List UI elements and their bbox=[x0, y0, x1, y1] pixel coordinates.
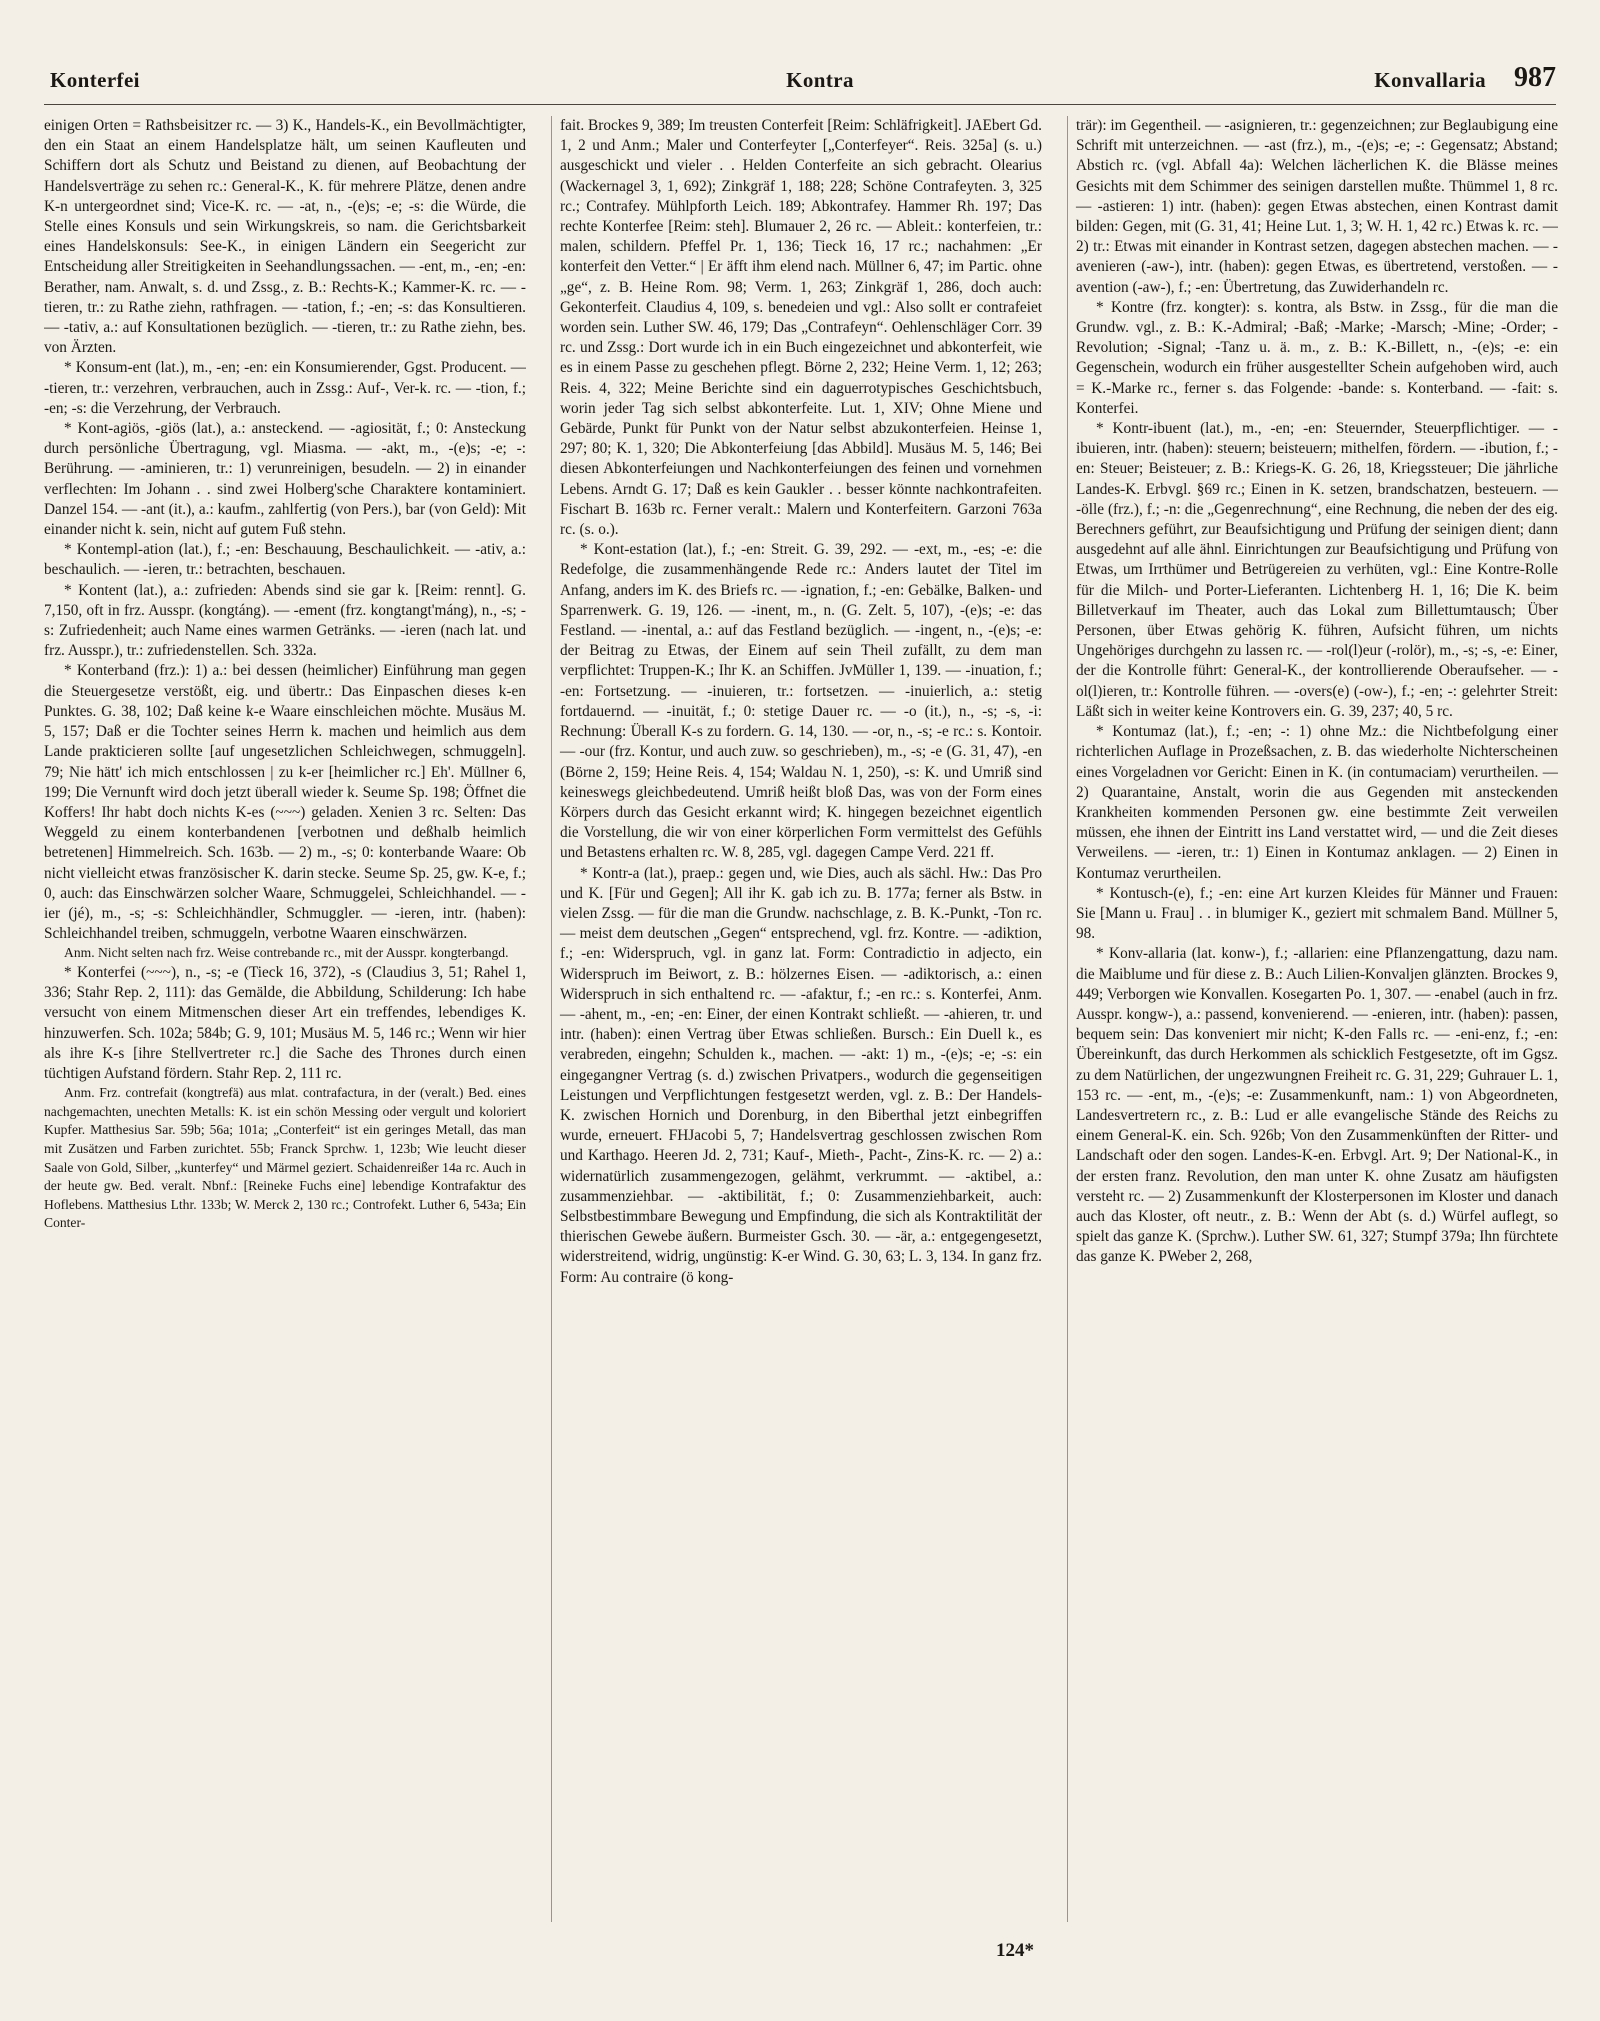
column-middle bbox=[551, 116, 1042, 1922]
entry-paragraph: * Kontre (frz. kongter): s. kontra, als Bstw. in Zssg., für die man die Grundw. vgl., z. B.: K.-Admiral; -Baß; -Marke; -Marsch; -Mine; -Order; -Revolution; -Signal; -Tanz u. ä. m., z. B.: K.-Billett, n., -(e)s; -e: ein Gegenschein, wodurch ein früher ausgestellter Schein aufgehoben wird, auch = K.-Marke rc., ferner s. das Folgende: -bande: s. Konterband. — -fait: s. Konterfei. bbox=[1076, 298, 1558, 417]
header-last-headword: Konvallaria bbox=[1374, 68, 1486, 92]
entry-paragraph: trär): im Gegentheil. — -asignieren, tr.: gegenzeichnen; zur Beglaubigung eine Schrift mit unterzeichnen. — -ast (frz.), m., -(e)s; -e; -: Gegensatz; Abstand; Abstich rc. (vgl. Abfall 4a): Welchen lächerlichen K. die Blässe meines Gesichts mit dem Schimmer des seinigen darstellen mußte. Thümmel 1, 8 rc. — -astieren: 1) intr. (haben): gegen Etwas abstechen, einen Kontrast damit bilden: Gegen, mit (G. 31, 41; Heine Lut. 1, 3; W. H. 1, 42 rc.) Etwas k. rc. — 2) tr.: Etwas mit einander in Kontrast setzen, dagegen abstechen machen. — -avenieren (-aw-), intr. (haben): gegen Etwas, es übertretend, verstoßen. — -avention (-aw-), f.; -en: Übertretung, das Zuwiderhandeln rc. bbox=[1076, 117, 1558, 296]
header-rule bbox=[44, 104, 1556, 105]
entry-paragraph: * Kont-estation (lat.), f.; -en: Streit. G. 39, 292. — -ext, m., -es; -e: die Redefolge, die zusammenhängende Rede rc.: Anders lautet der Titel im Anfang, anders im K. des Briefs rc. — -ignation, f.; -en: Gebälke, Balken- und Sparrenwerk. G. 19, 126. — -inent, m., n. (G. Zelt. 5, 107), -(e)s; -e: das Festland. — -inental, a.: auf das Festland bezüglich. — -ingent, n., -(e)s; -e: der Beitrag zu Etwas, der Einem auf sein Theil zufällt, zu dem man verpflichtet: Truppen-K.; Ihr K. an Schiffen. JvMüller 1, 139. — -inuation, f.; -en: Fortsetzung. — -inuieren, tr.: fortsetzen. — -inuierlich, a.: stetig fortdauernd. — -inuität, f.; 0: stetige Dauer rc. — -o (it.), n., -s; -s, -i: Rechnung: Überall K-s zu fordern. G. 14, 130. — -or, n., -s; -e rc.: s. Kontoir. — -our (frz. Kontur, und auch zuw. so geschrieben), m., -s; -e (G. 31, 47), -en (Börne 2, 159; Heine Reis. 4, 154; Waldau N. 1, 250), -s: K. und Umriß sind keineswegs gleichbedeutend. Umriß heißt bloß Das, was von der Form eines Körpers durch das Gesicht erkannt wird; K. hingegen bezeichnet eigentlich die Vorstellung, die wir von einer körperlichen Form vermittelst des Gefühls und Betastens erhalten rc. W. 8, 285, vgl. dagegen Campe Verd. 221 ff. bbox=[560, 541, 1042, 862]
entry-paragraph: * Kontent (lat.), a.: zufrieden: Abends sind sie gar k. [Reim: rennt]. G. 7,150, oft in frz. Ausspr. (kongtáng). — -ement (frz. kongtangt'máng), n., -s; -s: Zufriedenheit; auch Name eines warmen Getränks. — -ieren (nach lat. und frz. Ausspr.), tr.: zufriedenstellen. Sch. 332a. bbox=[44, 581, 526, 660]
entry-paragraph: * Kontusch-(e), f.; -en: eine Art kurzen Kleides für Männer und Frauen: Sie [Mann u. Frau] . . in blumiger K., geziert mit schmalem Band. Müllner 5, 98. bbox=[1076, 884, 1558, 943]
header-center-headword: Kontra bbox=[786, 68, 854, 92]
entry-paragraph: * Konsum-ent (lat.), m., -en; -en: ein Konsumierender, Ggst. Producent. — -tieren, tr.: verzehren, verbrauchen, auch in Zssg.: Auf-, Ver-k. rc. — -tion, f.; -en; -s: die Verzehrung, der Verbrauch. bbox=[44, 359, 526, 417]
annotation-paragraph: Anm. Nicht selten nach frz. Weise contrebande rc., mit der Ausspr. kongterbangd. bbox=[64, 945, 509, 961]
running-header bbox=[44, 62, 1556, 108]
entry-paragraph: einigen Orten = Rathsbeisitzer rc. — 3) K., Handels-K., ein Bevollmächtigter, den ein Staat an einem Handelsplatze hält, um seinen Kaufleuten und Schiffern dort als Schutz und Beistand zu dienen, auf Beobachtung der Handelsverträge zu sehen rc.: General-K., K. für mehrere Plätze, denen andre K-n untergeordnet sind; Vice-K. rc. — -at, n., -(e)s; -e; -s: die Würde, die Stelle eines Konsuls und sein Wirkungskreis, so nam. die Gerichtsbarkeit eines Handelskonsuls: See-K., in einigen Ländern ein Seegericht zur Entscheidung aller Streitigkeiten in Seehandlungssachen. — -ent, m., -en; -en: Berather, nam. Anwalt, s. d. und Zssg., z. B.: Rechts-K.; Kammer-K. rc. — -tieren, tr.: zu Rathe ziehn, rathfragen. — -tation, f.; -en; -s: das Konsultieren. — -tativ, a.: auf Konsultationen bezüglich. — -tieren, tr.: zu Rathe ziehn, bes. von Ärzten. bbox=[44, 117, 526, 357]
printer-signature: 124* bbox=[996, 1940, 1034, 1961]
entry-paragraph: * Kontr-a (lat.), praep.: gegen und, wie Dies, auch als sächl. Hw.: Das Pro und K. [Für und Gegen]; All ihr K. gab ich zu. B. 177a; ferner als Bstw. in vielen Zssg. — für die man die Grundw. nachschlage, z. B. K.-Punkt, -Ton rc. — meist dem deutschen „Gegen“ entsprechend, vgl. frz. Kontre. — -adiktion, f.; -en: Widerspruch, vgl. in ganz lat. Form: Contradictio in adjecto, ein Widerspruch im Beiwort, z. B.: hölzernes Eisen. — -adiktorisch, a.: einen Widerspruch in sich enthaltend rc. — -afaktur, f.; -en rc.: s. Konterfei, Anm. — -ahent, m., -en; -en: Einer, der einen Kontrakt schließt. — -ahieren, tr. und intr. (haben): einen Vertrag über Etwas schließen. Bursch.: Ein Duell k., es verabreden, eingehn; Schulden k., machen. — -akt: 1) m., -(e)s; -e; -s: ein eingegangner Vertrag (s. d.) zwischen Privatpers., wodurch die gegenseitigen Leistungen und Verpflichtungen festgesetzt werden, vgl. z. B.: Der Handels-K. zwischen Hornich und Dorenburg, in den Biberthal jetzt einbegriffen wurde, erneuert. FHJacobi 5, 7; Handelsvertrag geschlossen zwischen Rom und Karthago. Heeren Jd. 2, 731; Kauf-, Mieth-, Pacht-, Zins-K. rc. — 2) a.: widernatürlich zusammengezogen, gelähmt, verkrummt. — -aktibel, a.: zusammenziehbar. — -aktibilität, f.; 0: Zusammenziehbarkeit, auch: Selbstbestimmbare Bewegung und Empfindung, die sich als Kontraktilität der thierischen Gewebe äußern. Burmeister Gsch. 30. — -är, a.: entgegengesetzt, widerstreitend, widrig, ungünstig: K-er Wind. G. 30, 63; L. 3, 134. In ganz frz. Form: Au contraire (ö kong- bbox=[560, 864, 1042, 1286]
header-first-headword: Konterfei bbox=[50, 68, 140, 92]
annotation-paragraph: Anm. Frz. contrefait (kongtrefä) aus mlat. contrafactura, in der (veralt.) Bed. eines nachgemachten, unechten Metalls: K. ist ein schön Messing oder vergult und koloriert Kupfer. Matthesius Sar. 59b; 56a; 101a; „Conterfeit“ ist ein geringes Metall, das man mit Zusätzen und Farben zurichtet. 55b; Franck Sprchw. 1, 123b; Wie leucht dieser Saale von Gold, Silber, „kunterfey“ und Märmel geziert. Schaidenreißer 14a rc. Auch in der heute gw. Bed. veralt. Nbnf.: [Reineke Fuchs eine] lebendige Kontrafaktur des Hoflebens. Matthesius Lthr. 133b; W. Merck 2, 130 rc.; Controfekt. Luther 6, 543a; Ein Conter- bbox=[44, 1085, 526, 1231]
text-columns bbox=[44, 116, 1558, 1922]
entry-paragraph: fait. Brockes 9, 389; Im treusten Conterfeit [Reim: Schläfrigkeit]. JAEbert Gd. 1, 2 und Anm.; Maler und Conterfeyter [„Conterfeyer“. Reis. 325a] (s. u.) ausgeschickt und vieler . . Helden Conterfeite an sich gebracht. Olearius (Wackernagel 3, 1, 692); Zinkgräf 1, 188; 228; Schöne Contrafeyten. 3, 325 rc.; Contrafey. Mühlpforth Leich. 189; Abkontrafey. Hammer Rh. 197; Das rechte Konterfee [Reim: steh]. Blumauer 2, 26 rc. — Ableit.: konterfeien, tr.: malen, schildern. Pfeffel Pr. 1, 136; Tieck 16, 17 rc.; nachahmen: „Er konterfeit den Vetter.“ | Er äfft ihm elend nach. Müllner 6, 47; im Partic. ohne „ge“, z. B. Heine Rom. 98; Verm. 1, 263; Zinkgräf 1, 286, doch auch: Gekonterfeit. Claudius 4, 109, s. benedeien und vgl.: Also sollt er contrafeiet worden sein. Luther SW. 46, 179; Das „Contrafeyn“. Oehlenschläger Corr. 39 rc. und Zssg.: Dort wurde ich in ein Buch eingezeichnet und abkonterfeit, wie es in einem Passe zu geschehen pflegt. Börne 2, 232; Heine Verm. 1, 12; 263; Reis. 4, 322; Meine Berichte sind ein daguerrotypisches Geschichtsbuch, worin jeder Tag sich selbst abkonterfeite. Lut. 1, XIV; Ohne Miene und Gebärde, Punkt für Punkt von der Natur selbst abzukonterfeien. Heinse 1, 297; 80; K. 1, 320; Die Abkonterfeiung [das Abbild]. Musäus M. 5, 146; Bei diesen Abkonterfeiungen und Nachkonterfeiungen des feinen und vornehmen Lebens. Arndt G. 17; Daß es kein Gaukler . . besser könnte nachkontrafeiten. Fischart B. 163b rc. Ferner veralt.: Malern und Konterfeitern. Garzoni 763a rc. (s. o.). bbox=[560, 117, 1042, 539]
column-left bbox=[44, 116, 526, 1922]
column-right bbox=[1067, 116, 1558, 1922]
entry-paragraph: * Konterband (frz.): 1) a.: bei dessen (heimlicher) Einführung man gegen die Steuergesetze verstößt, eig. und übertr.: Das Einpaschen dieses k-en Punktes. G. 38, 102; Daß keine k-e Waare einschleichen möchte. Musäus M. 5, 157; Daß er die Tochter seines Herrn k. machen und heimlich aus dem Lande prakticieren sollte [auf ungesetzlichen Schleichwegen, schmuggeln]. 79; Nie hätt' ich mich entschlossen | zu k-er [heimlicher rc.] Eh'. Müllner 6, 199; Die Vernunft wird doch jetzt überall wieder k. Seume Sp. 198; Öffnet die Koffers! Ihr habt doch nichts K-es (~~~) geladen. Xenien 3 rc. Selten: Das Weggeld zu einem konterbandenen [verbotnen und deßhalb heimlich betretenen] Himmelreich. Sch. 163b. — 2) m., -s; 0: konterbande Waare: Ob nicht vielleicht etwas französischer K. darin stecke. Seume Sp. 25, gw. K-e, f.; 0, auch: das Einschwärzen solcher Waare, Schmuggelei, Schleichhandel. — -ier (jé), m., -s; -s: Schleichhändler, Schmuggler. — -ieren, intr. (haben): Schleichhandel treiben, schmuggeln, verbotne Waaren einschwärzen. bbox=[44, 662, 526, 943]
entry-paragraph: * Kontr-ibuent (lat.), m., -en; -en: Steuernder, Steuerpflichtiger. — -ibuieren, intr. (haben): steuern; beisteuern; mithelfen, fördern. — -ibution, f.; -en: Steuer; Beisteuer; z. B.: Kriegs-K. G. 26, 18, Kriegssteuer; Die jährliche Landes-K. Erbvgl. §69 rc.; Einen in K. setzen, brandschatzen, besteuern. — -ölle (frz.), f.; -n: die „Gegenrechnung“, eine Rechnung, die neben der des eig. Berechners geführt, zur Beaufsichtigung und Prüfung der seinigen dient; dann ausgedehnt auf alle ähnl. Einrichtungen zur Beaufsichtigung und Prüfung von Etwas, um Irrthümer und Betrügereien zu verhüten, vgl.: Eine Kontre-Rolle für die Milch- und Porter-Lieferanten. Lichtenberg H. 1, 16; Die K. beim Billetverkauf im Theater, auch das Lokal zum Billettumtausch; Über Personen, über Etwas gehörig K. führen, Aufsicht führen, um nichts Ungehöriges durchgehn zu lassen rc. — -rol(l)eur (-rolör), m., -s; -s, -e: Einer, der die Kontrolle führt: General-K., der kontrollierende Oberaufseher. — -ol(l)ieren, tr.: Kontrolle führen. — -overs(e) (-ow-), f.; -en; -: gelehrter Streit: Läßt sich in weiter keine Kontrovers ein. G. 39, 237; 40, 5 rc. bbox=[1076, 420, 1558, 720]
entry-paragraph: * Konv-allaria (lat. konw-), f.; -allarien: eine Pflanzengattung, dazu nam. die Maiblume und für diese z. B.: Auch Lilien-Konvaljen glänzten. Brockes 9, 449; Verborgen wie Konvallen. Kosegarten Po. 1, 307. — -enabel (auch in frz. Ausspr. kongw-), a.: passend, konvenierend. — -enieren, intr. (haben): passen, bequem sein: Das konveniert mir nicht; K-den Falls rc. — -eni-enz, f.; -en: Übereinkunft, das durch Herkommen als schicklich Festgesetzte, oft im Ggsz. zu dem Natürlichen, der ungezwungnen Freiheit rc. G. 31, 229; Guhrauer L. 1, 153 rc. — -ent, m., -(e)s; -e: Zusammenkunft, nam.: 1) von Abgeordneten, Landesvertretern rc., z. B.: Lud er alle evangelische Stände des Reichs zu einem General-K. ein. Sch. 926b; Von den Zusammenkünften der Ritter- und Landschaft oder den sogen. Landes-K-en. Erbvgl. Art. 9; Der National-K., in der ersten franz. Revolution, den man unter K. ohne Zusatz am häufigsten versteht rc. — 2) Zusammenkunft der Klosterpersonen im Kloster und danach auch das Kloster, oft neutr., z. B.: Wenn der Abt (s. d.) Würfel auflegt, so spielt das ganze K. (Sprchw.). Luther SW. 61, 327; Stumpf 379a; Ihn fürchtete das ganze K. PWeber 2, 268, bbox=[1076, 945, 1558, 1266]
entry-paragraph: * Konterfei (~~~), n., -s; -e (Tieck 16, 372), -s (Claudius 3, 51; Rahel 1, 336; Stahr Rep. 2, 111): das Gemälde, die Abbildung, Schilderung: Ich habe versucht von einem Mitmenschen dieser Art ein treffendes, lebendiges K. hinzuwerfen. Sch. 102a; 584b; G. 9, 101; Musäus M. 5, 146 rc.; Wenn wir hier als ihre K-s [ihre Stellvertreter rc.] die Sache des Thrones durch einen tüchtigen Aufstand fördern. Stahr Rep. 2, 111 rc. bbox=[44, 963, 526, 1082]
entry-paragraph: * Kont-agiös, -giös (lat.), a.: ansteckend. — -agiosität, f.; 0: Ansteckung durch persönliche Übertragung, vgl. Miasma. — -akt, m., -(e)s; -e; -: Berührung. — -aminieren, tr.: 1) verunreinigen, besudeln. — 2) in einander verflechten: Im Johann . . sind zwei Holberg'sche Charaktere kontaminiert. Danzel 154. — -ant (it.), a.: kaufm., zahlfertig (von Pers.), bar (von Geld): Mit einander nicht k. sein, nicht auf gutem Fuß stehn. bbox=[44, 420, 526, 539]
entry-paragraph: * Kontempl-ation (lat.), f.; -en: Beschauung, Beschaulichkeit. — -ativ, a.: beschaulich. — -ieren, tr.: betrachten, beschauen. bbox=[44, 541, 526, 579]
entry-paragraph: * Kontumaz (lat.), f.; -en; -: 1) ohne Mz.: die Nichtbefolgung einer richterlichen Auflage in Prozeßsachen, z. B. das wiederholte Nichterscheinen eines Vorgeladnen vor Gericht: Einen in K. (in contumaciam) verurtheilen. — 2) Quarantaine, Anstalt, worin die aus Gegenden mit ansteckenden Krankheiten kommenden Personen gw. eine bestimmte Zeit verweilen müssen, ehe ihnen der Eintritt ins Land verstattet wird, — und die Zeit dieses Verweilens. — -ieren, tr.: 1) Einen in Kontumaz anklagen. — 2) Einen in Kontumaz verurtheilen. bbox=[1076, 723, 1558, 882]
page-number: 987 bbox=[1514, 62, 1556, 93]
